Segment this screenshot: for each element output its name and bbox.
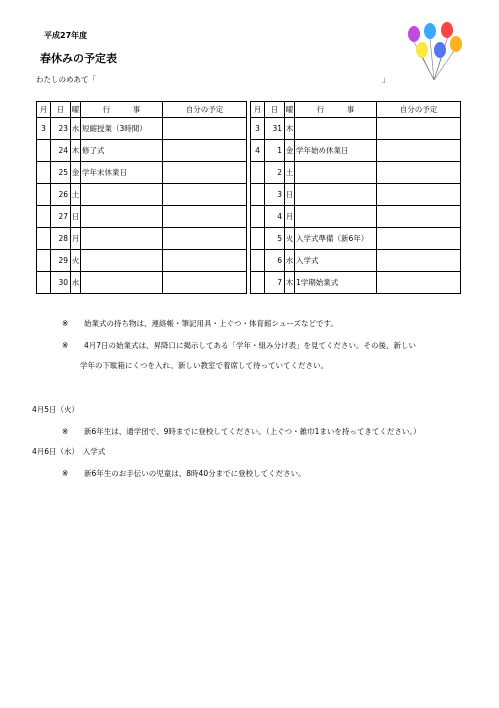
table-row bbox=[37, 206, 247, 228]
cell-event bbox=[81, 272, 163, 294]
note-text: 始業式の持ち物は、連絡帳・筆記用具・上ぐつ・体育館シューズなどです。 bbox=[84, 319, 338, 328]
cell-plan[interactable] bbox=[163, 184, 247, 206]
table-row bbox=[251, 272, 461, 294]
cell-weekday: 水 bbox=[285, 250, 295, 272]
cell-event bbox=[81, 228, 163, 250]
cell-weekday: 金 bbox=[71, 162, 81, 184]
cell-weekday: 土 bbox=[285, 162, 295, 184]
header-weekday: 曜 bbox=[285, 102, 295, 118]
note-mark: ※ bbox=[62, 427, 69, 436]
cell-event bbox=[295, 184, 377, 206]
cell-month bbox=[37, 228, 51, 250]
cell-event: 入学式 bbox=[295, 250, 377, 272]
cell-month bbox=[37, 140, 51, 162]
cell-event bbox=[295, 206, 377, 228]
cell-day: 26 bbox=[51, 184, 71, 206]
cell-plan[interactable] bbox=[377, 250, 461, 272]
table-row bbox=[251, 184, 461, 206]
cell-month bbox=[37, 184, 51, 206]
cell-month bbox=[37, 272, 51, 294]
cell-weekday: 水 bbox=[71, 118, 81, 140]
cell-weekday: 火 bbox=[285, 228, 295, 250]
cell-weekday: 木 bbox=[71, 140, 81, 162]
cell-month: 3 bbox=[37, 118, 51, 140]
cell-weekday: 木 bbox=[285, 272, 295, 294]
cell-month bbox=[251, 272, 265, 294]
note-mark: ※ bbox=[62, 341, 69, 350]
cell-plan[interactable] bbox=[163, 140, 247, 162]
date-heading: 4月5日（火） bbox=[32, 405, 80, 414]
balloons-illustration bbox=[404, 22, 464, 86]
cell-weekday: 土 bbox=[71, 184, 81, 206]
table-header-row bbox=[37, 102, 247, 118]
cell-month bbox=[251, 162, 265, 184]
cell-day: 24 bbox=[51, 140, 71, 162]
table-row bbox=[37, 184, 247, 206]
cell-plan[interactable] bbox=[163, 206, 247, 228]
cell-weekday: 日 bbox=[71, 206, 81, 228]
cell-month: 3 bbox=[251, 118, 265, 140]
cell-event bbox=[295, 162, 377, 184]
page-title: 春休みの予定表 bbox=[40, 52, 117, 65]
table-row bbox=[37, 140, 247, 162]
cell-plan[interactable] bbox=[377, 140, 461, 162]
cell-event bbox=[81, 184, 163, 206]
cell-plan[interactable] bbox=[377, 206, 461, 228]
table-row bbox=[251, 140, 461, 162]
table-row bbox=[37, 162, 247, 184]
cell-day: 2 bbox=[265, 162, 285, 184]
cell-month bbox=[251, 206, 265, 228]
cell-month bbox=[37, 162, 51, 184]
header-day: 日 bbox=[51, 102, 71, 118]
cell-day: 3 bbox=[265, 184, 285, 206]
cell-weekday: 金 bbox=[285, 140, 295, 162]
cell-plan[interactable] bbox=[377, 184, 461, 206]
header-event: 行 事 bbox=[81, 102, 163, 118]
table-row bbox=[37, 250, 247, 272]
table-row bbox=[37, 272, 247, 294]
cell-plan[interactable] bbox=[163, 118, 247, 140]
note-mark: ※ bbox=[62, 469, 69, 478]
cell-event: 入学式準備（新6年） bbox=[295, 228, 377, 250]
cell-plan[interactable] bbox=[377, 162, 461, 184]
date-heading: 4月6日（水） 入学式 bbox=[32, 447, 106, 456]
table-row bbox=[251, 162, 461, 184]
goal-close-bracket: 」 bbox=[382, 75, 390, 84]
schedule-table-left bbox=[36, 101, 247, 294]
school-year-label: 平成27年度 bbox=[44, 31, 88, 40]
cell-weekday: 水 bbox=[71, 272, 81, 294]
cell-plan[interactable] bbox=[377, 118, 461, 140]
header-day: 日 bbox=[265, 102, 285, 118]
table-row bbox=[251, 118, 461, 140]
table-row bbox=[37, 118, 247, 140]
table-row bbox=[37, 228, 247, 250]
cell-month bbox=[251, 184, 265, 206]
cell-event: 1学期始業式 bbox=[295, 272, 377, 294]
cell-day: 30 bbox=[51, 272, 71, 294]
schedule-table-right bbox=[250, 101, 461, 294]
cell-event bbox=[81, 206, 163, 228]
table-header-row bbox=[251, 102, 461, 118]
cell-month bbox=[251, 228, 265, 250]
header-weekday: 曜 bbox=[71, 102, 81, 118]
cell-event bbox=[295, 118, 377, 140]
table-row bbox=[251, 206, 461, 228]
cell-day: 1 bbox=[265, 140, 285, 162]
goal-label: わたしのめあて「 bbox=[36, 75, 96, 84]
cell-day: 28 bbox=[51, 228, 71, 250]
cell-month: 4 bbox=[251, 140, 265, 162]
note-mark: ※ bbox=[62, 319, 69, 328]
cell-weekday: 月 bbox=[71, 228, 81, 250]
cell-day: 7 bbox=[265, 272, 285, 294]
note-text: 4月7日の始業式は、昇降口に掲示してある「学年・組み分け表」を見てください。その後、新しい bbox=[84, 341, 417, 350]
cell-event bbox=[81, 250, 163, 272]
cell-event: 修了式 bbox=[81, 140, 163, 162]
cell-event: 学年始め休業日 bbox=[295, 140, 377, 162]
cell-plan[interactable] bbox=[377, 272, 461, 294]
cell-month bbox=[37, 206, 51, 228]
cell-day: 6 bbox=[265, 250, 285, 272]
cell-weekday: 木 bbox=[285, 118, 295, 140]
cell-plan[interactable] bbox=[163, 272, 247, 294]
table-row bbox=[251, 228, 461, 250]
cell-month bbox=[37, 250, 51, 272]
cell-event: 学年末休業日 bbox=[81, 162, 163, 184]
cell-plan[interactable] bbox=[163, 228, 247, 250]
cell-day: 23 bbox=[51, 118, 71, 140]
table-row bbox=[251, 250, 461, 272]
cell-weekday: 月 bbox=[285, 206, 295, 228]
header-event: 行 事 bbox=[295, 102, 377, 118]
cell-month bbox=[251, 250, 265, 272]
note-text: 新6年生は、通学団で、9時までに登校してください。（上ぐつ・雑巾1まいを持ってきてください。） bbox=[84, 427, 421, 436]
header-plan: 自分の予定 bbox=[377, 102, 461, 118]
cell-weekday: 日 bbox=[285, 184, 295, 206]
cell-day: 29 bbox=[51, 250, 71, 272]
cell-day: 25 bbox=[51, 162, 71, 184]
header-month: 月 bbox=[251, 102, 265, 118]
cell-day: 27 bbox=[51, 206, 71, 228]
header-month: 月 bbox=[37, 102, 51, 118]
cell-day: 31 bbox=[265, 118, 285, 140]
cell-event: 短縮授業（3時間） bbox=[81, 118, 163, 140]
cell-day: 5 bbox=[265, 228, 285, 250]
cell-plan[interactable] bbox=[163, 162, 247, 184]
cell-weekday: 火 bbox=[71, 250, 81, 272]
note-text: 新6年生のお手伝いの児童は、8時40分までに登校してください。 bbox=[84, 469, 306, 478]
cell-plan[interactable] bbox=[377, 228, 461, 250]
cell-plan[interactable] bbox=[163, 250, 247, 272]
note-text: 学年の下駄箱にくつを入れ、新しい教室で着席して待っていてください。 bbox=[80, 361, 328, 370]
cell-day: 4 bbox=[265, 206, 285, 228]
header-plan: 自分の予定 bbox=[163, 102, 247, 118]
